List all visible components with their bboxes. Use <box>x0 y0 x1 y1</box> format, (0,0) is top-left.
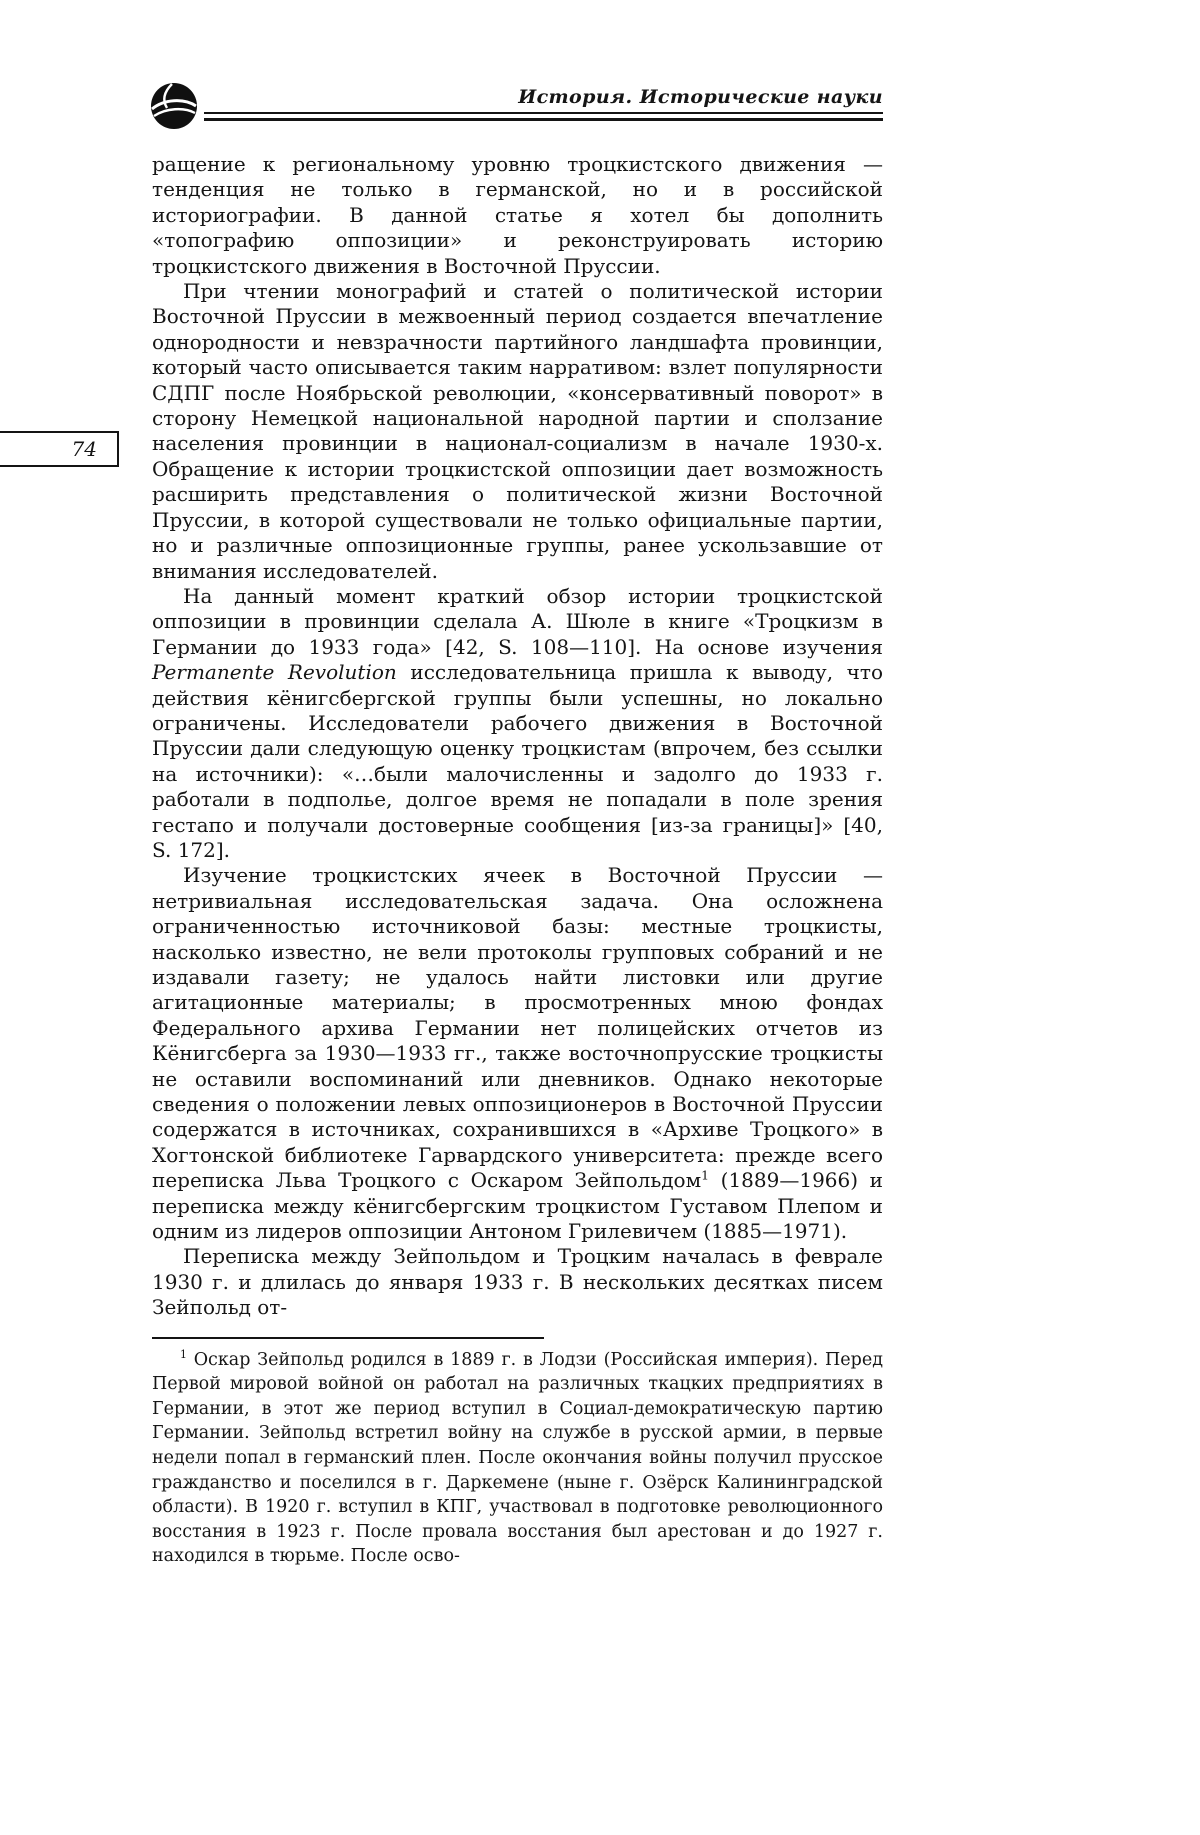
page-number-badge <box>0 431 119 467</box>
paragraph-text: Изучение троцкистских ячеек в Восточной Пруссии — нетривиальная исследовательская задача. Она осложнена ограниченностью источниковой базы: местные троцкисты, насколько известно, не вели протоколы групповых собраний и не издавали газету; не удалось найти листовки или другие агитационные материалы; в просмотренных мною фондах Федерального архива Германии нет полицейских отчетов из Кёнигсберга за 1930—1933 гг., также восточнопрусские троцкисты не оставили воспоминаний или дневников. Однако некоторые сведения о положении левых оппозиционеров в Восточной Пруссии содержатся в источниках, сохранившихся в «Архиве Троцкого» в Хогтонской библиотеке Гарвардского университета: прежде всего переписка Льва Троцкого с Оскаром Зейпольдом <box>152 863 883 1193</box>
running-head: История. Исторические науки <box>518 86 883 108</box>
paragraph <box>152 863 883 1244</box>
paragraph: Переписка между Зейпольдом и Троцким началась в феврале 1930 г. и длилась до января 1933 г. В нескольких десятках писем Зейпольд от- <box>152 1244 883 1320</box>
paragraph-text: (1889—1966) и переписка между кёнигсбергским троцкистом Густавом Плепом и одним из лидеров оппозиции Антоном Грилевичем (1885—1971). <box>152 1168 884 1244</box>
footnote-reference: 1 <box>701 1167 710 1183</box>
paragraph-text: исследовательница пришла к выводу, что действия кёнигсбергской группы были успешны, но локально ограничены. Исследователи рабочего движения в Восточной Пруссии дали следующую оценку троцкистам (впрочем, без ссылки на источники): «…были малочисленны и задолго до 1933 г. работали в подполье, долгое время не попадали в поле зрения гестапо и получали достоверные сообщения [из-за границы]» [40, S. 172]. <box>152 660 883 862</box>
journal-title-italic: Permanente Revolution <box>152 660 397 685</box>
footnote <box>152 1348 883 1569</box>
header-rule-bottom <box>204 118 883 121</box>
paragraph <box>152 584 883 863</box>
publisher-logo-icon <box>150 82 198 130</box>
paragraph: При чтении монографий и статей о политической истории Восточной Пруссии в межвоенный период создается впечатление однородности и невзрачности партийного ландшафта провинции, который часто описывается таким нарративом: взлет популярности СДПГ после Ноябрьской революции, «консервативный поворот» в сторону Немецкой национальной народной партии и сползание населения провинции в национал-социализм в начале 1930-х. Обращение к истории троцкистской оппозиции дает возможность расширить представления о политической жизни Восточной Пруссии, в которой существовали не только официальные партии, но и различные оппозиционные группы, ранее ускользавшие от внимания исследователей. <box>152 279 883 583</box>
paragraph-text: На данный момент краткий обзор истории троцкистской оппозиции в провинции сделала А. Шюле в книге «Троцкизм в Германии до 1933 года» [42, S. 108—110]. На основе изучения <box>152 583 883 659</box>
header-rule-top <box>204 112 883 114</box>
footnote-separator <box>152 1337 544 1339</box>
text-column <box>152 152 883 1569</box>
page-number: 74 <box>71 437 97 461</box>
paragraph: ращение к региональному уровню троцкистского движения — тенденция не только в германской, но и в российской историографии. В данной статье я хотел бы дополнить «топографию оппозиции» и реконструировать историю троцкистского движения в Восточной Пруссии. <box>152 152 883 278</box>
footnote-text: Оскар Зейпольд родился в 1889 г. в Лодзи (Российская империя). Перед Первой мировой войной он работал на различных ткацких предприятиях в Германии, в этот же период вступил в Социал-демократическую партию Германии. Зейпольд встретил войну на службе в русской армии, в первые недели попал в германский плен. После окончания войны получил прусское гражданство и поселился в г. Даркемене (ныне г. Озёрск Калининградской области). В 1920 г. вступил в КПГ, участвовал в подготовке революционного восстания в 1923 г. После провала восстания был арестован и до 1927 г. находился в тюрьме. После осво- <box>152 1349 883 1567</box>
footnote-marker: 1 <box>180 1347 187 1361</box>
